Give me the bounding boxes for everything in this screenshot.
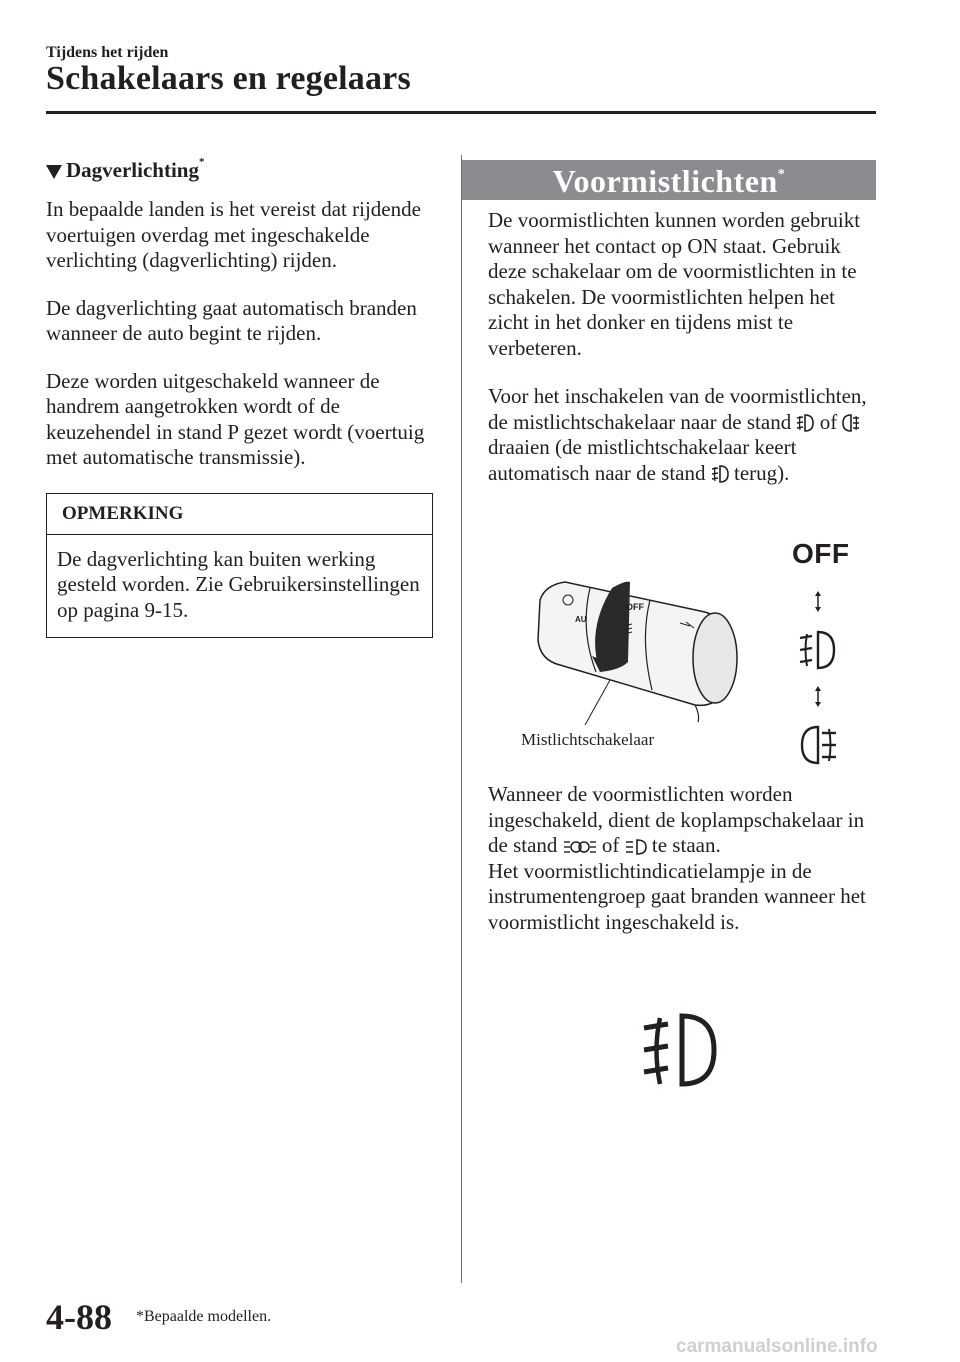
text-span: Wanneer de voormistlichten worden ingeschakeld, dient de koplampschakelaar in de stand — [488, 782, 865, 857]
text-span: draaien (de mistlichtschakelaar keert automatisch naar de stand — [488, 435, 797, 485]
off-position-label: OFF — [792, 538, 850, 569]
chapter-label: Tijdens het rijden — [46, 44, 169, 61]
note-box — [46, 493, 433, 639]
switch-caption: Mistlichtschakelaar — [521, 730, 655, 749]
text-span: Voor het inschakelen van de voormistlichten, de mistlichtschakelaar naar de stand — [488, 384, 867, 434]
paragraph: De dagverlichting gaat automatisch branden wanneer de auto begint te rijden. — [46, 295, 417, 345]
up-down-arrow-icon — [815, 686, 821, 707]
paragraph-headlight — [488, 782, 878, 935]
section-star: * — [777, 167, 786, 182]
up-down-arrow-icon — [815, 591, 821, 612]
paragraph-fog-switch — [488, 384, 878, 486]
paragraph: De voormistlichten kunnen worden gebruikt wanneer het contact op ON staat. Gebruik deze schakelaar om de voormistlichten in te schakelen. De voormistlichten helpen het zicht in het donker en tijdens mist te verbeteren. — [488, 208, 861, 360]
section-title: Voormistlichten — [552, 163, 778, 199]
lever-auto-mark: AU — [575, 615, 587, 624]
paragraph: Deze worden uitgeschakeld wanneer de handrem aangetrokken wordt of de keuzehendel in stand P gezet wordt (voertuig met automatische transmissie). — [46, 368, 425, 469]
note-label: OPMERKING — [47, 494, 432, 535]
fog-positions-diagram — [800, 591, 836, 763]
text-span: terug). — [734, 460, 790, 485]
footnote: *Bepaalde modellen. — [136, 1308, 272, 1325]
section-title-bar — [462, 160, 876, 200]
watermark: carmanualsonline.info — [676, 1336, 878, 1357]
rear-fog-light-icon — [802, 727, 836, 763]
front-fog-light-icon — [711, 464, 729, 484]
text-span: of — [601, 833, 620, 857]
column-divider — [461, 155, 462, 1283]
page-title: Schakelaars en regelaars — [46, 60, 411, 97]
triangle-bullet-icon — [46, 165, 62, 179]
note-text: De dagverlichting kan buiten werking gesteld worden. Zie Gebruikersinstellingen op pagina 9-15. — [57, 546, 420, 622]
lever-off-mark: OFF — [626, 602, 644, 612]
headlight-lever-image — [538, 582, 737, 725]
front-fog-light-icon — [796, 413, 814, 433]
parking-light-icon — [563, 838, 597, 856]
rear-fog-light-icon — [842, 413, 860, 433]
front-fog-indicator-icon — [640, 1010, 720, 1095]
dagverlichting-heading — [46, 158, 436, 183]
heading-star: * — [198, 156, 205, 168]
paragraph: In bepaalde landen is het vereist dat rijdende voertuigen overdag met ingeschakelde verlichting (dagverlichting) rijden. — [46, 197, 421, 272]
text-span: Het voormistlichtindicatielampje in de instrumentengroep gaat branden wanneer het voormistlicht ingeschakeld is. — [488, 858, 866, 934]
headlight-icon — [625, 838, 647, 856]
front-fog-light-icon — [800, 632, 834, 668]
text-span: of — [819, 409, 838, 434]
text-span: te staan. — [651, 833, 721, 857]
page-number: 4-88 — [46, 1297, 112, 1337]
left-column — [46, 158, 436, 638]
title-divider — [46, 111, 876, 114]
heading-text: Dagverlichting — [66, 158, 199, 182]
